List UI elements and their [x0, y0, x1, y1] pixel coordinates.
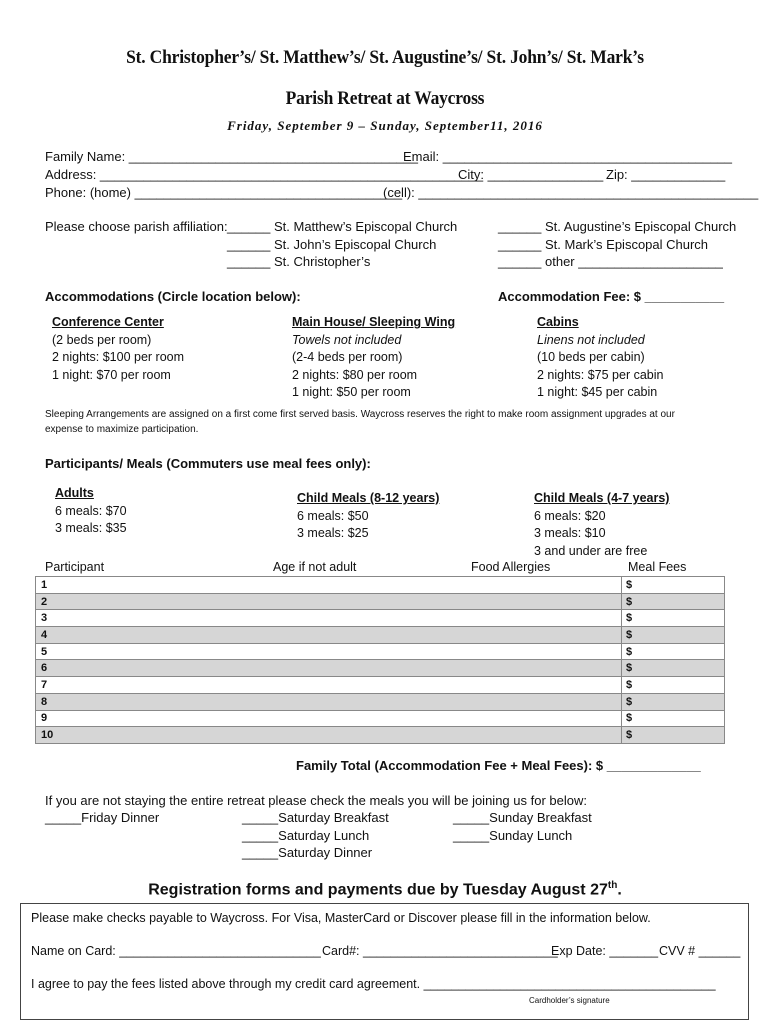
main-house-price: 2 nights: $80 per room: [292, 367, 418, 382]
city-field[interactable]: City: ________________: [458, 167, 604, 182]
main-house-price: 1 night: $50 per room: [292, 385, 411, 399]
partial-stay-prompt: If you are not staying the entire retreat please check the meals you will be joining us for below:: [45, 793, 587, 808]
adult-meal-price: 6 meals: $70: [55, 503, 127, 518]
column-header-meal-fees: Meal Fees: [628, 560, 687, 574]
accommodations-heading: Accommodations (Circle location below):: [45, 289, 301, 304]
table-row[interactable]: [36, 610, 725, 627]
affiliation-prompt: Please choose parish affiliation:: [45, 219, 228, 234]
meals-heading: Participants/ Meals (Commuters use meal fees only):: [45, 456, 371, 471]
saturday-dinner-option[interactable]: _____Saturday Dinner: [242, 845, 373, 860]
column-header-participant: Participant: [45, 560, 105, 574]
zip-field[interactable]: Zip: _____________: [606, 167, 726, 182]
payment-box: [20, 903, 749, 1020]
conference-center-title: Conference Center: [52, 315, 164, 329]
exp-date-field[interactable]: Exp Date: _______: [551, 944, 659, 958]
meal-fee-cell[interactable]: $: [622, 677, 725, 694]
option-st-christophers[interactable]: ______ St. Christopher’s: [227, 254, 371, 269]
child-meal-price: 3 meals: $10: [534, 526, 606, 540]
conference-center-price: 1 night: $70 per room: [52, 367, 171, 382]
child-meals-4-7-title: Child Meals (4-7 years): [534, 491, 670, 505]
meal-fee-cell[interactable]: $: [622, 710, 725, 727]
conference-center-option[interactable]: [52, 314, 184, 384]
deadline-suffix: th: [607, 880, 618, 891]
table-row[interactable]: [36, 577, 725, 594]
accommodation-fee-field[interactable]: Accommodation Fee: $ ___________: [498, 289, 725, 304]
conference-center-detail: (2 beds per room): [52, 332, 152, 347]
row-number: 5: [36, 643, 622, 660]
conference-center-price: 2 nights: $100 per room: [52, 350, 185, 364]
child-meals-8-12-title: Child Meals (8-12 years): [297, 491, 440, 505]
adult-meal-price: 3 meals: $35: [55, 521, 127, 535]
main-house-title: Main House/ Sleeping Wing: [292, 315, 456, 329]
adult-meals: [55, 485, 127, 538]
home-phone-field[interactable]: Phone: (home) _____________________________________: [45, 185, 403, 200]
child-meals-8-12: [297, 490, 439, 543]
table-row[interactable]: [36, 710, 725, 727]
meal-fee-cell[interactable]: $: [622, 593, 725, 610]
row-number: 8: [36, 693, 622, 710]
cabins-title: Cabins: [537, 315, 579, 329]
option-st-augustines[interactable]: ______ St. Augustine’s Episcopal Church: [498, 219, 737, 234]
table-row[interactable]: [36, 677, 725, 694]
family-total-field[interactable]: Family Total (Accommodation Fee + Meal Fees): $ _____________: [296, 758, 701, 773]
table-row[interactable]: [36, 643, 725, 660]
address-field[interactable]: Address: _____________________________________________________: [45, 167, 484, 182]
signature-label: Cardholder’s signature: [529, 996, 610, 1005]
church-list-heading: St. Christopher’s/ St. Matthew’s/ St. Augustine’s/ St. John’s/ St. Mark’s: [126, 47, 644, 68]
meal-fee-cell[interactable]: $: [622, 660, 725, 677]
option-st-matthews[interactable]: ______ St. Matthew’s Episcopal Church: [227, 219, 458, 234]
meal-fee-cell[interactable]: $: [622, 627, 725, 644]
checks-instructions: Please make checks payable to Waycross. For Visa, MasterCard or Discover please fill in the information below.: [31, 911, 651, 925]
child-meal-price: 6 meals: $20: [534, 508, 606, 523]
meal-fee-cell[interactable]: $: [622, 727, 725, 744]
family-name-field[interactable]: Family Name: ________________________________________: [45, 149, 418, 164]
cabins-note: Linens not included: [537, 332, 645, 347]
table-row[interactable]: [36, 660, 725, 677]
row-number: 7: [36, 677, 622, 694]
table-row[interactable]: [36, 693, 725, 710]
row-number: 2: [36, 593, 622, 610]
card-number-field[interactable]: Card#: ____________________________: [322, 944, 558, 958]
cabins-option[interactable]: [537, 314, 663, 402]
column-header-age: Age if not adult: [273, 560, 357, 574]
child-meals-4-7: [534, 490, 669, 560]
row-number: 9: [36, 710, 622, 727]
cabins-price: 1 night: $45 per cabin: [537, 385, 658, 399]
retreat-dates: Friday, September 9 – Sunday, September11, 2016: [227, 118, 543, 133]
option-st-marks[interactable]: ______ St. Mark’s Episcopal Church: [498, 237, 709, 252]
table-row[interactable]: [36, 727, 725, 744]
row-number: 10: [36, 727, 622, 744]
option-st-johns[interactable]: ______ St. John’s Episcopal Church: [227, 237, 437, 252]
row-number: 6: [36, 660, 622, 677]
main-house-option[interactable]: [292, 314, 455, 402]
table-row[interactable]: [36, 627, 725, 644]
saturday-lunch-option[interactable]: _____Saturday Lunch: [242, 828, 370, 843]
registration-deadline: [0, 880, 770, 899]
row-number: 1: [36, 577, 622, 594]
deadline-period: .: [617, 881, 622, 899]
meal-fee-cell[interactable]: $: [622, 643, 725, 660]
adult-meals-title: Adults: [55, 486, 94, 500]
child-meal-price: 3 meals: $25: [297, 526, 369, 540]
child-meal-price: 6 meals: $50: [297, 508, 369, 523]
cvv-field[interactable]: CVV # ______: [659, 944, 741, 958]
column-header-allergies: Food Allergies: [471, 560, 551, 574]
deadline-text: Registration forms and payments due by Tuesday August 27: [148, 881, 608, 899]
participants-table: [35, 576, 725, 744]
name-on-card-field[interactable]: Name on Card: _____________________________: [31, 944, 321, 958]
signature-field[interactable]: I agree to pay the fees listed above through my credit card agreement. __________________________________________: [31, 977, 716, 991]
table-row[interactable]: [36, 593, 725, 610]
email-field[interactable]: Email: ________________________________________: [403, 149, 732, 164]
sunday-breakfast-option[interactable]: _____Sunday Breakfast: [453, 810, 592, 825]
cell-phone-field[interactable]: (cell): _______________________________________________: [383, 185, 759, 200]
saturday-breakfast-option[interactable]: _____Saturday Breakfast: [242, 810, 389, 825]
main-house-note: Towels not included: [292, 332, 402, 347]
meal-fee-cell[interactable]: $: [622, 610, 725, 627]
page-title: Parish Retreat at Waycross: [285, 88, 485, 109]
main-house-detail: (2-4 beds per room): [292, 350, 403, 364]
cabins-detail: (10 beds per cabin): [537, 350, 645, 364]
row-number: 4: [36, 627, 622, 644]
meal-fee-cell[interactable]: $: [622, 693, 725, 710]
sleeping-note: expense to maximize participation.: [45, 424, 199, 435]
sleeping-note: Sleeping Arrangements are assigned on a first come first served basis. Waycross reserves the right to make room assignment upgrades at our: [45, 409, 675, 420]
sunday-lunch-option[interactable]: _____Sunday Lunch: [453, 828, 573, 843]
child-meal-note: 3 and under are free: [534, 543, 648, 558]
option-other[interactable]: ______ other ____________________: [498, 254, 723, 269]
row-number: 3: [36, 610, 622, 627]
meal-fee-cell[interactable]: $: [622, 577, 725, 594]
cabins-price: 2 nights: $75 per cabin: [537, 367, 664, 382]
friday-dinner-option[interactable]: _____Friday Dinner: [45, 810, 160, 825]
